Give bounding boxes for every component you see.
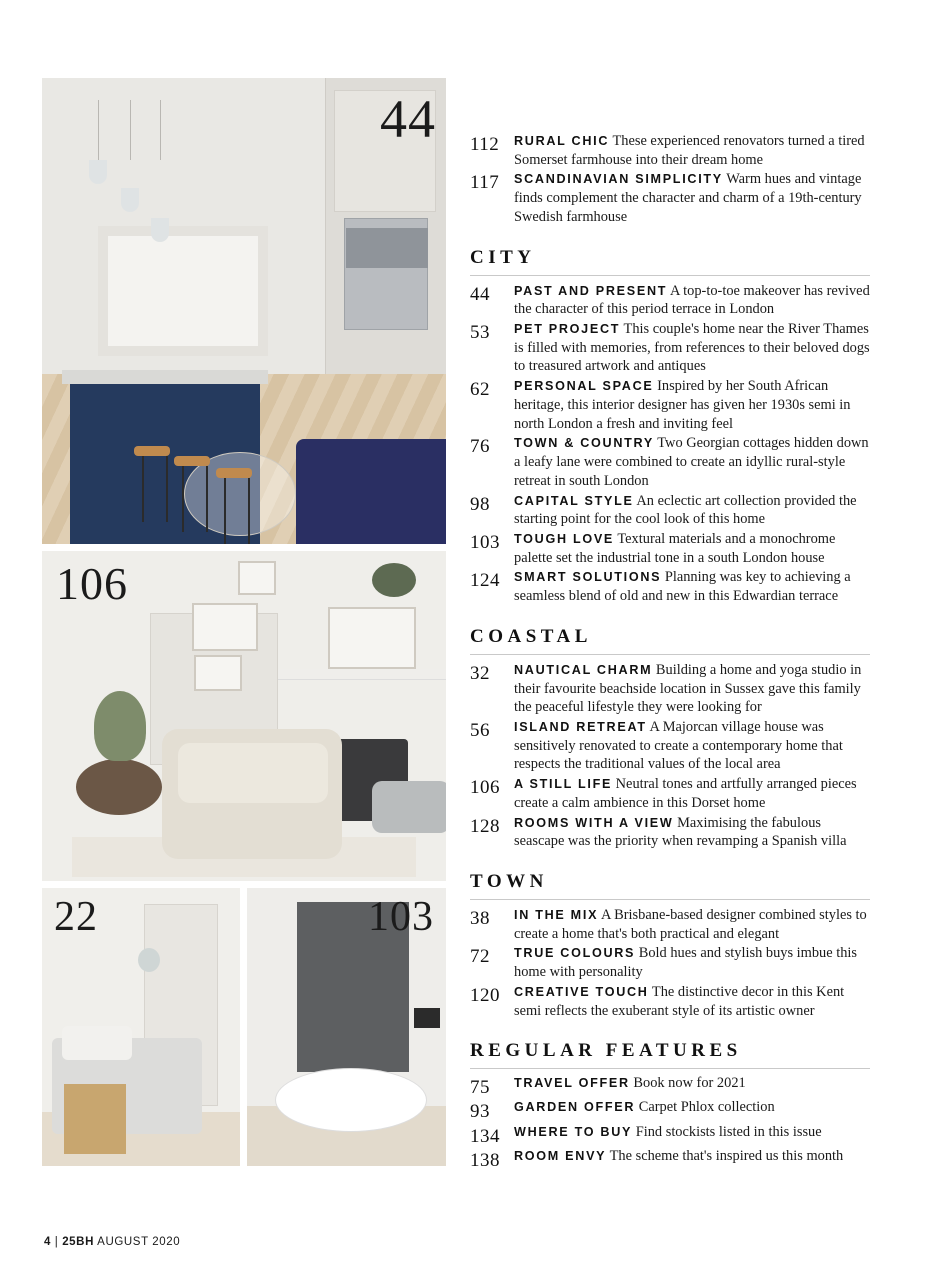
section-divider bbox=[470, 1068, 870, 1069]
section-divider bbox=[470, 899, 870, 900]
contents-section-town bbox=[470, 871, 870, 1020]
contents-entry[interactable] bbox=[470, 944, 870, 981]
section-divider bbox=[470, 654, 870, 655]
entry-body bbox=[514, 906, 870, 943]
entry-description: Carpet Phlox collection bbox=[635, 1099, 775, 1116]
entry-page-number: 62 bbox=[470, 379, 490, 401]
contents-entry[interactable] bbox=[470, 983, 870, 1020]
photo-bathroom bbox=[247, 888, 446, 1166]
entry-page-number: 124 bbox=[470, 570, 500, 592]
entry-body bbox=[514, 568, 870, 605]
entry-body bbox=[514, 1124, 870, 1142]
photo-page-number: 103 bbox=[368, 894, 434, 940]
contents-section-regular-features bbox=[470, 1040, 870, 1172]
entry-title: PET PROJECT bbox=[514, 322, 621, 337]
section-heading: TOWN bbox=[470, 871, 548, 892]
entry-description: Bold hues and stylish buys imbue this home with personality bbox=[514, 945, 858, 981]
entry-body bbox=[514, 983, 870, 1020]
contents-entry[interactable] bbox=[470, 1075, 870, 1099]
entry-title: SMART SOLUTIONS bbox=[514, 570, 662, 585]
entry-title: GARDEN OFFER bbox=[514, 1100, 636, 1115]
entry-description: Inspired by her South African heritage, this interior designer has given her 1930s semi in north London a fresh and inviting feel bbox=[514, 378, 851, 432]
section-heading: CITY bbox=[470, 246, 536, 268]
entry-title: A STILL LIFE bbox=[514, 777, 613, 792]
entry-title: TOWN & COUNTRY bbox=[514, 436, 654, 451]
entry-page-number: 98 bbox=[470, 493, 490, 515]
section-heading: COASTAL bbox=[470, 625, 592, 647]
entry-description: The distinctive decor in this Kent semi reflects the exuberant style of its artistic owner bbox=[514, 983, 845, 1019]
contents-entry[interactable] bbox=[470, 1099, 870, 1123]
contents-entry[interactable] bbox=[470, 434, 870, 490]
contents-list bbox=[470, 132, 870, 1174]
entry-body bbox=[514, 377, 870, 433]
photo-bedroom bbox=[42, 888, 240, 1166]
entry-body bbox=[514, 434, 870, 490]
entry-body bbox=[514, 661, 870, 717]
entry-description: A Majorcan village house was sensitively renovated to create a contemporary home that respects the traditional values of the local area bbox=[514, 718, 843, 773]
contents-section-city bbox=[470, 247, 870, 606]
entry-description: Two Georgian cottages hidden down a leafy lane were combined to create an idyllic rural-style retreat in south London bbox=[514, 435, 869, 489]
entry-title: CREATIVE TOUCH bbox=[514, 984, 649, 999]
entry-page-number: 128 bbox=[470, 815, 500, 837]
contents-entry[interactable] bbox=[470, 1148, 870, 1172]
entry-title: TRAVEL OFFER bbox=[514, 1076, 630, 1091]
contents-entry[interactable] bbox=[470, 170, 870, 226]
entry-page-number: 53 bbox=[470, 322, 490, 344]
contents-entry[interactable] bbox=[470, 320, 870, 376]
page-footer bbox=[44, 1236, 180, 1248]
entry-page-number: 56 bbox=[470, 719, 490, 741]
entry-description: An eclectic art collection provided the starting point for the cool look of this home bbox=[514, 492, 857, 528]
entry-page-number: 93 bbox=[470, 1101, 490, 1123]
photo-bottom-row bbox=[42, 888, 446, 1166]
entry-body bbox=[514, 282, 870, 319]
contents-entry[interactable] bbox=[470, 814, 870, 851]
entry-title: NAUTICAL CHARM bbox=[514, 662, 653, 677]
photo-column bbox=[42, 78, 446, 1166]
entry-title: PAST AND PRESENT bbox=[514, 283, 668, 298]
entry-title: WHERE TO BUY bbox=[514, 1124, 633, 1139]
contents-entry[interactable] bbox=[470, 775, 870, 812]
entry-page-number: 72 bbox=[470, 946, 490, 968]
footer-separator: | bbox=[54, 1236, 59, 1248]
entry-body bbox=[514, 775, 870, 812]
entry-title: ROOM ENVY bbox=[514, 1148, 607, 1163]
contents-entry[interactable] bbox=[470, 132, 870, 169]
entry-description: The scheme that's inspired us this month bbox=[606, 1147, 844, 1164]
entry-description: Building a home and yoga studio in their favourite beachside location in Sussex gave this family the peaceful lifestyle they were looking for bbox=[514, 661, 862, 716]
contents-entry[interactable] bbox=[470, 530, 870, 567]
photo-page-number: 22 bbox=[54, 894, 98, 940]
entry-page-number: 103 bbox=[470, 531, 500, 553]
entry-description: A Brisbane-based designer combined styles to create a home that's both practical and elegant bbox=[514, 907, 867, 942]
entry-body bbox=[514, 1148, 870, 1166]
entry-description: These experienced renovators turned a tired Somerset farmhouse into their dream home bbox=[514, 133, 865, 168]
entry-title: CAPITAL STYLE bbox=[514, 493, 634, 508]
photo-living-room bbox=[42, 551, 446, 881]
entry-body bbox=[514, 718, 870, 774]
entry-title: ISLAND RETREAT bbox=[514, 719, 647, 734]
section-heading: REGULAR FEATURES bbox=[470, 1040, 742, 1062]
footer-magazine-name: 25BH bbox=[62, 1236, 94, 1248]
contents-entry[interactable] bbox=[470, 282, 870, 319]
entry-page-number: 117 bbox=[470, 172, 500, 194]
entry-title: ROOMS WITH A VIEW bbox=[514, 815, 674, 830]
entry-description: This couple's home near the River Thames is filled with memories, from references to their beloved dogs to treasured artwork and antiques bbox=[514, 321, 870, 375]
entry-description: Find stockists listed in this issue bbox=[632, 1123, 822, 1140]
contents-entry[interactable] bbox=[470, 661, 870, 717]
entry-page-number: 76 bbox=[470, 436, 490, 458]
entry-title: TOUGH LOVE bbox=[514, 531, 615, 546]
entry-description: A top-to-toe makeover has revived the character of this period terrace in London bbox=[514, 282, 870, 318]
contents-entry[interactable] bbox=[470, 718, 870, 774]
entry-title: IN THE MIX bbox=[514, 908, 599, 922]
entry-page-number: 38 bbox=[470, 908, 490, 929]
entry-description: Book now for 2021 bbox=[629, 1075, 746, 1092]
entry-body bbox=[514, 132, 870, 169]
entry-body bbox=[514, 492, 870, 529]
photo-page-number: 44 bbox=[380, 89, 436, 149]
entry-page-number: 106 bbox=[470, 777, 500, 799]
entry-body bbox=[514, 814, 870, 851]
footer-issue: AUGUST 2020 bbox=[97, 1236, 181, 1248]
entry-page-number: 120 bbox=[470, 984, 500, 1006]
contents-entry[interactable] bbox=[470, 1124, 870, 1148]
entry-body bbox=[514, 1075, 870, 1093]
entry-description: Maximising the fabulous seascape was the priority when revamping a Spanish villa bbox=[514, 814, 847, 850]
entry-body bbox=[514, 170, 870, 226]
entry-description: Planning was key to achieving a seamless blend of old and new in this Edwardian terrace bbox=[514, 569, 851, 605]
entry-page-number: 32 bbox=[470, 662, 490, 684]
contents-entry[interactable] bbox=[470, 906, 870, 943]
section-divider bbox=[470, 275, 870, 276]
entry-page-number: 138 bbox=[470, 1149, 500, 1171]
entry-description: Warm hues and vintage finds complement the character and charm of a 19th-century Swedish farmhouse bbox=[514, 171, 862, 225]
entry-page-number: 44 bbox=[470, 283, 490, 305]
entry-body bbox=[514, 530, 870, 567]
entry-body bbox=[514, 1099, 870, 1117]
entry-page-number: 134 bbox=[470, 1125, 500, 1147]
entry-description: Neutral tones and artfully arranged pieces create a calm ambience in this Dorset home bbox=[514, 776, 857, 811]
contents-section-intro bbox=[470, 132, 870, 227]
contents-section-coastal bbox=[470, 626, 870, 851]
entry-description: Textural materials and a monochrome palette set the industrial tone in a south London house bbox=[514, 530, 836, 566]
entry-title: PERSONAL SPACE bbox=[514, 379, 654, 394]
contents-entry[interactable] bbox=[470, 377, 870, 433]
photo-page-number: 106 bbox=[56, 558, 128, 609]
footer-page-number: 4 bbox=[44, 1236, 51, 1248]
contents-entry[interactable] bbox=[470, 568, 870, 605]
entry-page-number: 75 bbox=[470, 1077, 490, 1099]
entry-title: SCANDINAVIAN SIMPLICITY bbox=[514, 172, 723, 187]
entry-body bbox=[514, 320, 870, 376]
contents-entry[interactable] bbox=[470, 492, 870, 529]
photo-kitchen bbox=[42, 78, 446, 544]
entry-body bbox=[514, 944, 870, 981]
entry-page-number: 112 bbox=[470, 134, 500, 155]
entry-title: RURAL CHIC bbox=[514, 134, 610, 148]
entry-title: TRUE COLOURS bbox=[514, 946, 636, 961]
